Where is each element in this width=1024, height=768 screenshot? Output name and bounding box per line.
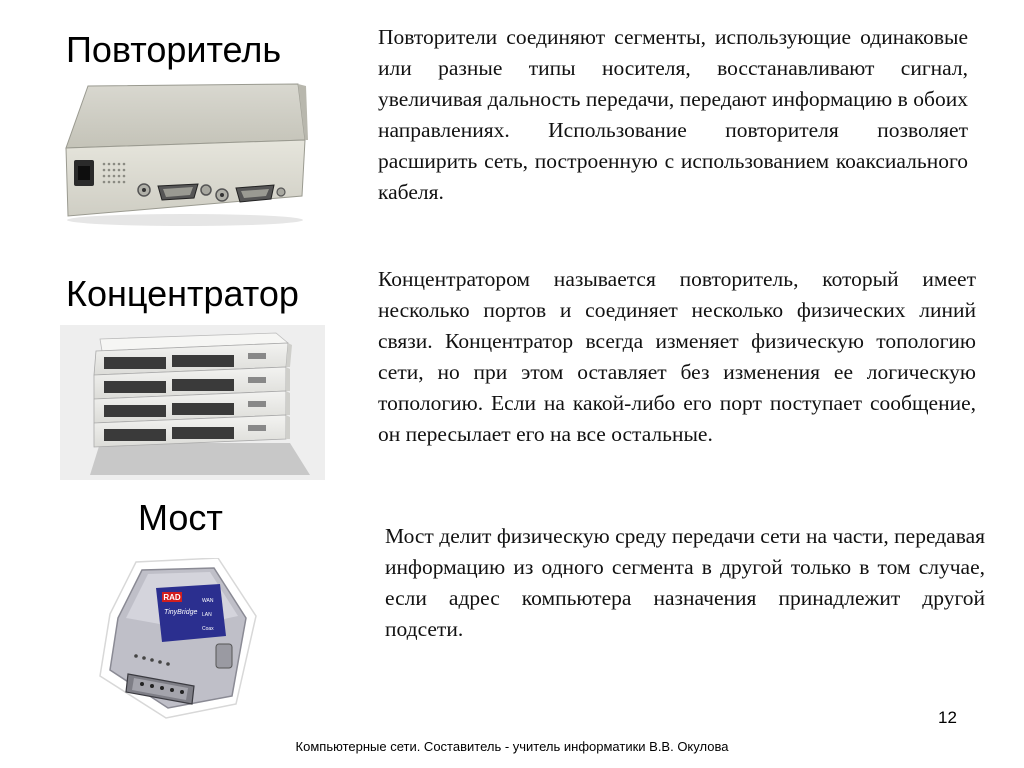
bridge-model: TinyBridge bbox=[164, 609, 198, 616]
repeater-heading: Повторитель bbox=[66, 29, 282, 70]
bridge-brand: RAD bbox=[163, 593, 181, 602]
bridge-label-sticker bbox=[156, 584, 226, 642]
repeater-description: Повторители соединяют сегменты, использующие одинаковые или разные типы носителя, восстанавливают сигнал, увеличивая дальность передачи, передают информацию в обоих направлениях. Использование повторителя позволяет расширить сеть, построенную с использованием коаксиального кабеля. bbox=[378, 25, 968, 204]
hub-description: Концентратором называется повторитель, который имеет несколько портов и соединяет несколько физических линий связи. Концентратор всегда изменяет физическую топологию сети, но при этом оставляет без изменения ее логическую топологию. Если на какой-либо его порт поступает сообщение, он пересылает его на все остальные. bbox=[378, 267, 976, 446]
page-number: 12 bbox=[938, 708, 957, 727]
hub-heading: Концентратор bbox=[66, 273, 299, 314]
footer: Компьютерные сети. Составитель - учитель информатики В.В. Окулова bbox=[295, 739, 729, 754]
hub-image bbox=[60, 325, 325, 480]
bridge-image bbox=[96, 558, 258, 720]
bridge-heading: Мост bbox=[138, 497, 223, 538]
repeater-image bbox=[60, 78, 310, 228]
bridge-port-lan: LAN bbox=[202, 612, 212, 618]
bridge-port-coax: Coax bbox=[202, 626, 214, 632]
bridge-port-wan: WAN bbox=[202, 598, 214, 604]
bridge-description: Мост делит физическую среду передачи сети на части, передавая информацию из одного сегмента в другой только в том случае, если адрес компьютера назначения принадлежит другой подсети. bbox=[385, 524, 985, 641]
